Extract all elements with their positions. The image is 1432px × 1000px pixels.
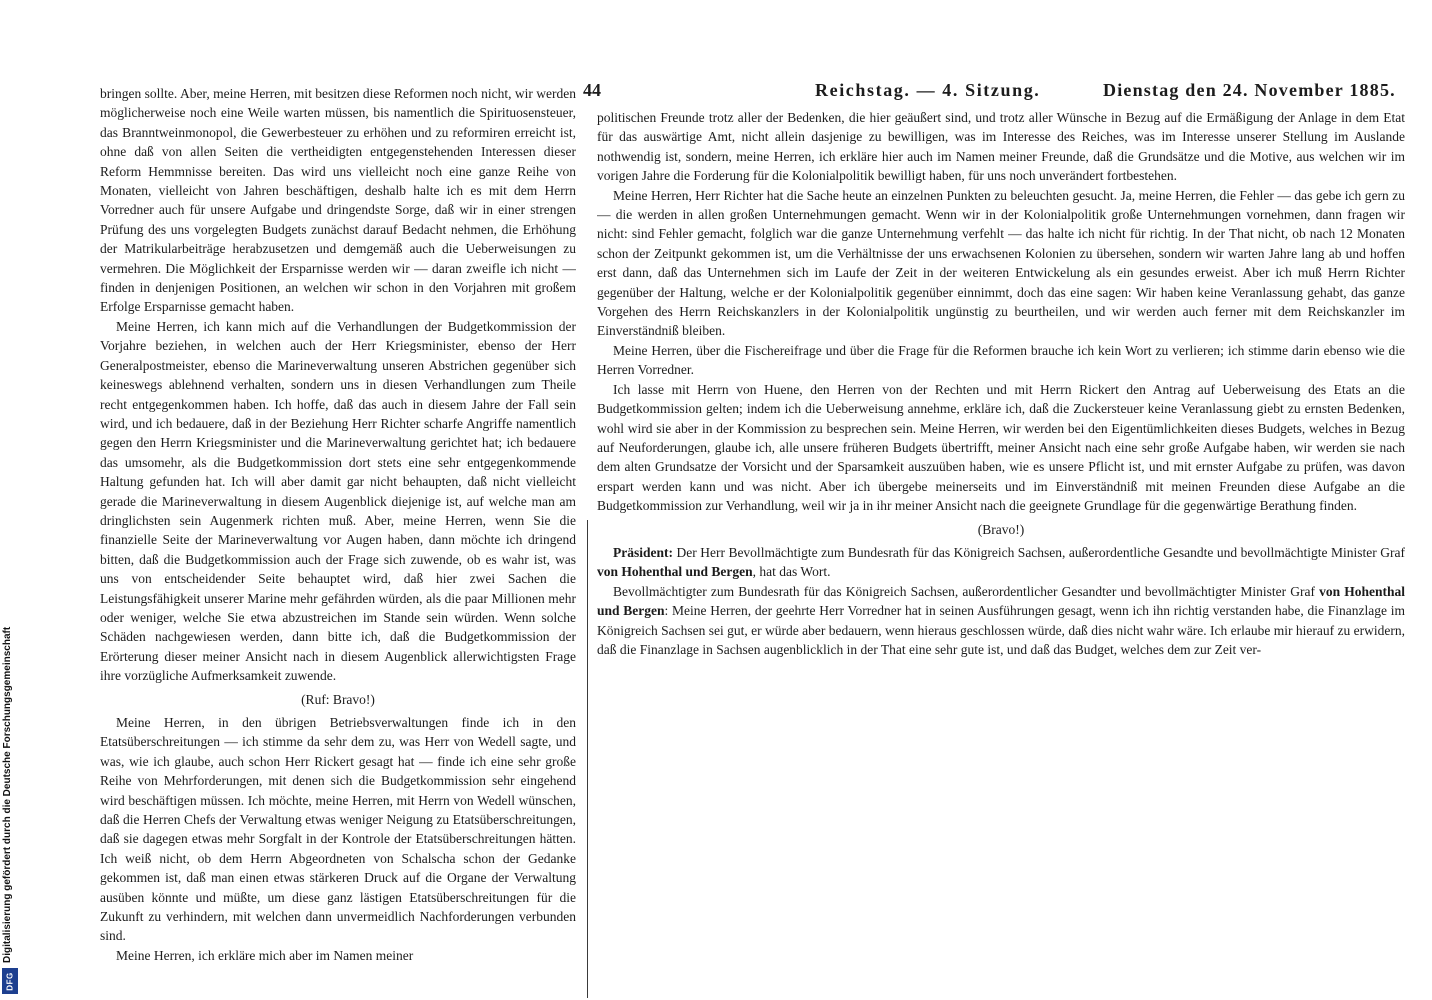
paragraph: Meine Herren, ich kann mich auf die Verhandlungen der Budgetkommission der Vorjahre beziehen, in welchen auch der Herr Kriegsminister, ebenso der Herr Generalpostmeister, ebenso die Marineverwaltung unseren Abstrichen gegenüber sich keineswegs ablehnend verhalten, sondern uns in diesen Verhandlungen zum Theile recht entgegenkommen haben. Ich hoffe, daß das auch in diesem Jahre der Fall sein wird, und ich bedauere, daß in der Beziehung Herr Richter scharfe Angriffe namentlich gegen den Herrn Kriegsminister und die Marineverwaltung gerichtet hat; ich bedauere das umsomehr, als die Budgetkommission dort stets eine sehr entgegenkommende Haltung gefunden hat. Ich will aber damit gar nicht behaupten, daß nicht vielleicht gerade die Marineverwaltung in diesem Augenblick diejenige ist, auf welche man am dringlichsten sein Augenmerk richten muß. Aber, meine Herren, wenn Sie die finanzielle Seite der Marineverwaltung vor Augen haben, dann möchte ich dringend bitten, daß die Budgetkommission auch der Frage sich zuwende, ob es wahr ist, was uns von entscheidender Seite behauptet wird, daß hier zwei Sachen die Leistungsfähigkeit unserer Marine mehr gefährden würden, als die paar Millionen mehr oder weniger, welche Sie etwa abzustreichen im Stande sein würden. Wenn solche Schäden nachgewiesen werden, dann bitte ich, daß die Budgetkommission der Erörterung dieser meiner Ansicht nach in diesem Augenblick allerwichtigsten Frage ihre vorzügliche Aufmerksamkeit zuwende.	[100, 318, 576, 684]
dfg-logo-icon: DFG	[2, 968, 18, 994]
left-text-column	[100, 84, 576, 996]
paragraph: Meine Herren, Herr Richter hat die Sache heute an einzelnen Punkten zu beleuchten gesucht. Ja, meine Herren, die Fehler — das gebe ich gern zu — die werden in allen großen Unternehmungen gemacht. Wenn wir in der Kolonialpolitik große Unternehmungen vornehmen, dann fragen wir nicht: sind Fehler gemacht, folglich war die ganze Unternehmung verfehlt — das halte ich nicht für richtig. In der That nicht, ob nach 12 Monaten schon der Zeitpunkt gekommen ist, um die Verhältnisse der uns erwachsenen Kolonien zu übersehen, sondern wir warten Jahre lang ab und hoffen erst dann, daß das Unternehmen sich im Laufe der Zeit in der weiteren Entwickelung als ein gesundes erweist. Aber ich muß Herrn Richter gegenüber der Haltung, welche er der Kolonialpolitik gegenüber einnimmt, doch das eine sagen: Wir haben keine Veranlassung gehabt, das ganze Vorgehen des Herrn Reichskanzlers in der Kolonialpolitik ungünstig zu beurtheilen, und wir werden auch ferner mit dem Reichskanzler im Einverständniß bleiben.	[597, 187, 1405, 339]
paragraph-text: , hat das Wort.	[752, 564, 831, 580]
speaker-name: von Hohenthal und Bergen	[597, 564, 753, 580]
speaker-label: Präsident:	[613, 544, 673, 560]
interjection: (Bravo!)	[977, 521, 1025, 537]
paragraph: Meine Herren, in den übrigen Betriebsverwaltungen finde ich in den Etatsüberschreitungen — ich stimme da sehr dem zu, was Herr von Wedell sagte, und was, wie ich glaube, auch schon Herr Rickert gesagt hat — finde ich eine sehr große Reihe von Mehrforderungen, mit denen sich die Budgetkommission sehr eingehend wird beschäftigen müssen. Ich möchte, meine Herren, mit Herrn von Wedell wünschen, daß die Herren Chefs der Verwaltung etwas weniger Neigung zu Etatsüberschreitungen, daß sie dagegen etwas mehr Sorgfalt in der Kontrole der Etatsüberschreitungen hätten. Ich weiß nicht, ob dem Herrn Abgeordneten von Schalscha schon der Gedanke gekommen ist, daß man einen etwas stärkeren Druck auf die Organe der Verwaltung ausüben könnte und müßte, um diese ganz lästigen Etatsüberschreitungen für die Zukunft zu verhindern, mit welchen dann unvermeidlich Nachforderungen verbunden sind.	[100, 715, 576, 944]
paragraph-text: : Meine Herren, der geehrte Herr Vorredner hat in seinen Ausführungen gesagt, wenn ich ihn richtig verstanden habe, die Finanzlage im Königreich Sachsen sei gut, er würde aber bedauern, wenn hieraus geschlossen würde, daß dies nicht wahr wäre. Ich erlaube mir hierauf zu erwidern, daß die Finanzlage in Sachsen augenblicklich in der That eine sehr gute ist, und daß das Budget, welches dem zur Zeit ver-	[597, 603, 1405, 657]
page-number: 44	[583, 80, 601, 100]
header-date: Dienstag den 24. November 1885.	[1103, 80, 1396, 100]
paragraph: politischen Freunde trotz aller der Bedenken, die hier geäußert sind, und trotz aller Wünsche in Bezug auf die Ermäßigung der Anlage in dem Etat für das auswärtige Amt, nicht allein dasjenige zu bewilligen, was im Interesse des Reiches, was im Interesse unserer Stellung im Auslande nothwendig ist, sondern, meine Herren, ich erkläre hier auch im Namen meiner Freunde, daß die Grundsätze und die Motive, aus welchen wir im vorigen Jahre die Forderung für die Kolonialpolitik bewilligt haben, für uns noch unverändert fortbestehen.	[597, 110, 1405, 184]
paragraph: bringen sollte. Aber, meine Herren, mit besitzen diese Reformen noch nicht, wir werden möglicherweise noch eine Weile warten müssen, bis namentlich die Spirituosensteuer, das Branntweinmonopol, die Gewerbesteuer zu erhöhen und zu reformiren erreicht ist, ohne daß von allen Seiten die vertheidigten entgegenstehenden Interessen dieser Reform Hemmnisse bereiten. Das wird uns vielleicht noch eine ganze Reihe von Monaten, vielleicht von Jahren beschäftigen, deshalb halte ich es mit dem Herrn Vorredner auch für unsere Aufgabe und dringendste Sorge, daß wir in einer strengen Prüfung des uns vorgelegten Budgets zunächst darauf Bedacht nehmen, die Erhöhung der Matrikularbeiträge herabzusetzen und demgemäß auch die Ueberweisungen zu vermehren. Die Möglichkeit der Ersparnisse werden wir — daran zweifle ich nicht — finden in denjenigen Positionen, an welchen wir schon in den Vorjahren mit großem Erfolge Ersparnisse gemacht haben.	[100, 86, 576, 315]
speaker-name: von Hohenthal und Bergen	[597, 583, 1405, 619]
speech-paragraph	[597, 582, 1405, 660]
paragraph: Meine Herren, ich erkläre mich aber im Namen meiner	[116, 947, 414, 963]
president-paragraph	[597, 543, 1405, 582]
paragraph: Meine Herren, über die Fischereifrage und über die Frage für die Reformen brauche ich kein Wort zu verlieren; ich stimme darin ebenso wie die Herren Vorredner.	[597, 342, 1405, 378]
column-divider	[587, 520, 588, 998]
interjection: (Ruf: Bravo!)	[301, 691, 375, 707]
right-text-column	[597, 108, 1405, 996]
digitization-watermark: Digitalisierung gefördert durch die Deutsche Forschungsgemeinschaft	[2, 626, 13, 963]
header-title: Reichstag. — 4. Sitzung.	[815, 80, 1041, 100]
running-head	[583, 78, 1405, 102]
paragraph: Ich lasse mit Herrn von Huene, den Herren von der Rechten und mit Herrn Rickert den Antrag auf Ueberweisung des Etats an die Budgetkommission gelten; indem ich die Ueberweisung annehme, erkläre ich, daß die Zuckersteuer keine Veranlassung giebt zu ernsten Bedenken, wohl wird sie aber in der Kommission zu besprechen sein. Meine Herren, wir werden bei den Eigentümlichkeiten dieses Budgets, welches in Bezug auf Neuforderungen, glaube ich, alle unsere früheren Budgets übertrifft, meiner Ansicht nach eine sehr große Aufgabe haben, wir werden sie nach dem alten Grundsatze der Vorsicht und der Sparsamkeit auszuüben haben, wie es unsere Pflicht ist, und mit ernster Aufgabe zu prüfen, was davon erspart werden kann und was nicht. Aber ich übergebe meinerseits und im Einverständniß mit meinen Freunden diese Aufgabe an die Budgetkommission zur Verhandlung, weil wir ja in ihr meiner Ansicht nach die geeignete Grundlage für die gegenwärtige Berathung finden.	[597, 381, 1405, 514]
paragraph-text: Der Herr Bevollmächtigte zum Bundesrath für das Königreich Sachsen, außerordentliche Gesandte und bevollmächtigte Minister Graf	[673, 544, 1405, 560]
speaker-label: Bevollmächtigter zum Bundesrath für das Königreich Sachsen, außerordentlicher Gesandter und bevollmächtigter Minister Graf	[613, 583, 1320, 599]
